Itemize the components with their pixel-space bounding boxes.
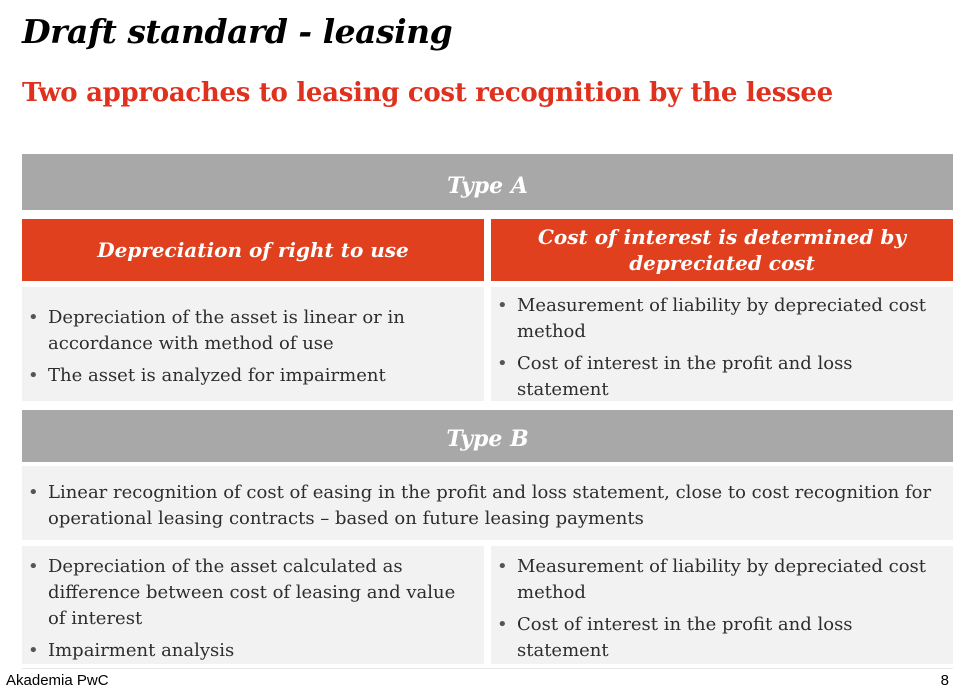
type-b-left-panel [22,546,484,664]
footer-brand: Akademia PwC [6,672,109,689]
list-item: • Linear recognition of cost of easing in the profit and loss statement, close to cost recognition for operational leasing contracts – based on future leasing payments [22,480,945,532]
footer [0,670,959,691]
type-a-label: Type A [447,173,528,199]
type-b-bar [22,410,953,462]
page-number: 8 [940,672,949,689]
type-a-left-panel [22,287,484,401]
type-b-summary-panel [22,466,953,540]
type-a-right-header [491,219,953,281]
slide-title: Draft standard - leasing [22,12,453,51]
list-item: • Depreciation of the asset is linear or in accordance with method of use [22,305,474,357]
list-item: • The asset is analyzed for impairment [22,363,474,389]
type-a-left-header [22,219,484,281]
type-a-bar [22,154,953,210]
list-item: • Measurement of liability by depreciated cost method [491,293,945,345]
type-a-right-panel [491,287,953,401]
list-item: • Cost of interest in the profit and loss statement [491,351,945,403]
list-item: • Depreciation of the asset calculated as difference between cost of leasing and value of interest [22,554,476,632]
list-item: • Measurement of liability by depreciated cost method [491,554,945,606]
type-a-right-list [491,293,945,403]
type-b-left-list [22,554,476,664]
type-a-right-header-text: Cost of interest is determined by depreciated cost [537,225,907,275]
list-item: • Cost of interest in the profit and loss statement [491,612,945,664]
type-b-label: Type B [446,426,529,452]
footer-divider [22,668,953,669]
type-b-summary-list [22,480,945,532]
type-b-right-panel [491,546,953,664]
slide-subtitle: Two approaches to leasing cost recognition by the lessee [22,78,833,108]
type-a-left-list [22,305,474,389]
list-item: • Impairment analysis [22,638,476,664]
type-a-left-header-text: Depreciation of right to use [97,238,409,262]
type-b-right-list [491,554,945,664]
